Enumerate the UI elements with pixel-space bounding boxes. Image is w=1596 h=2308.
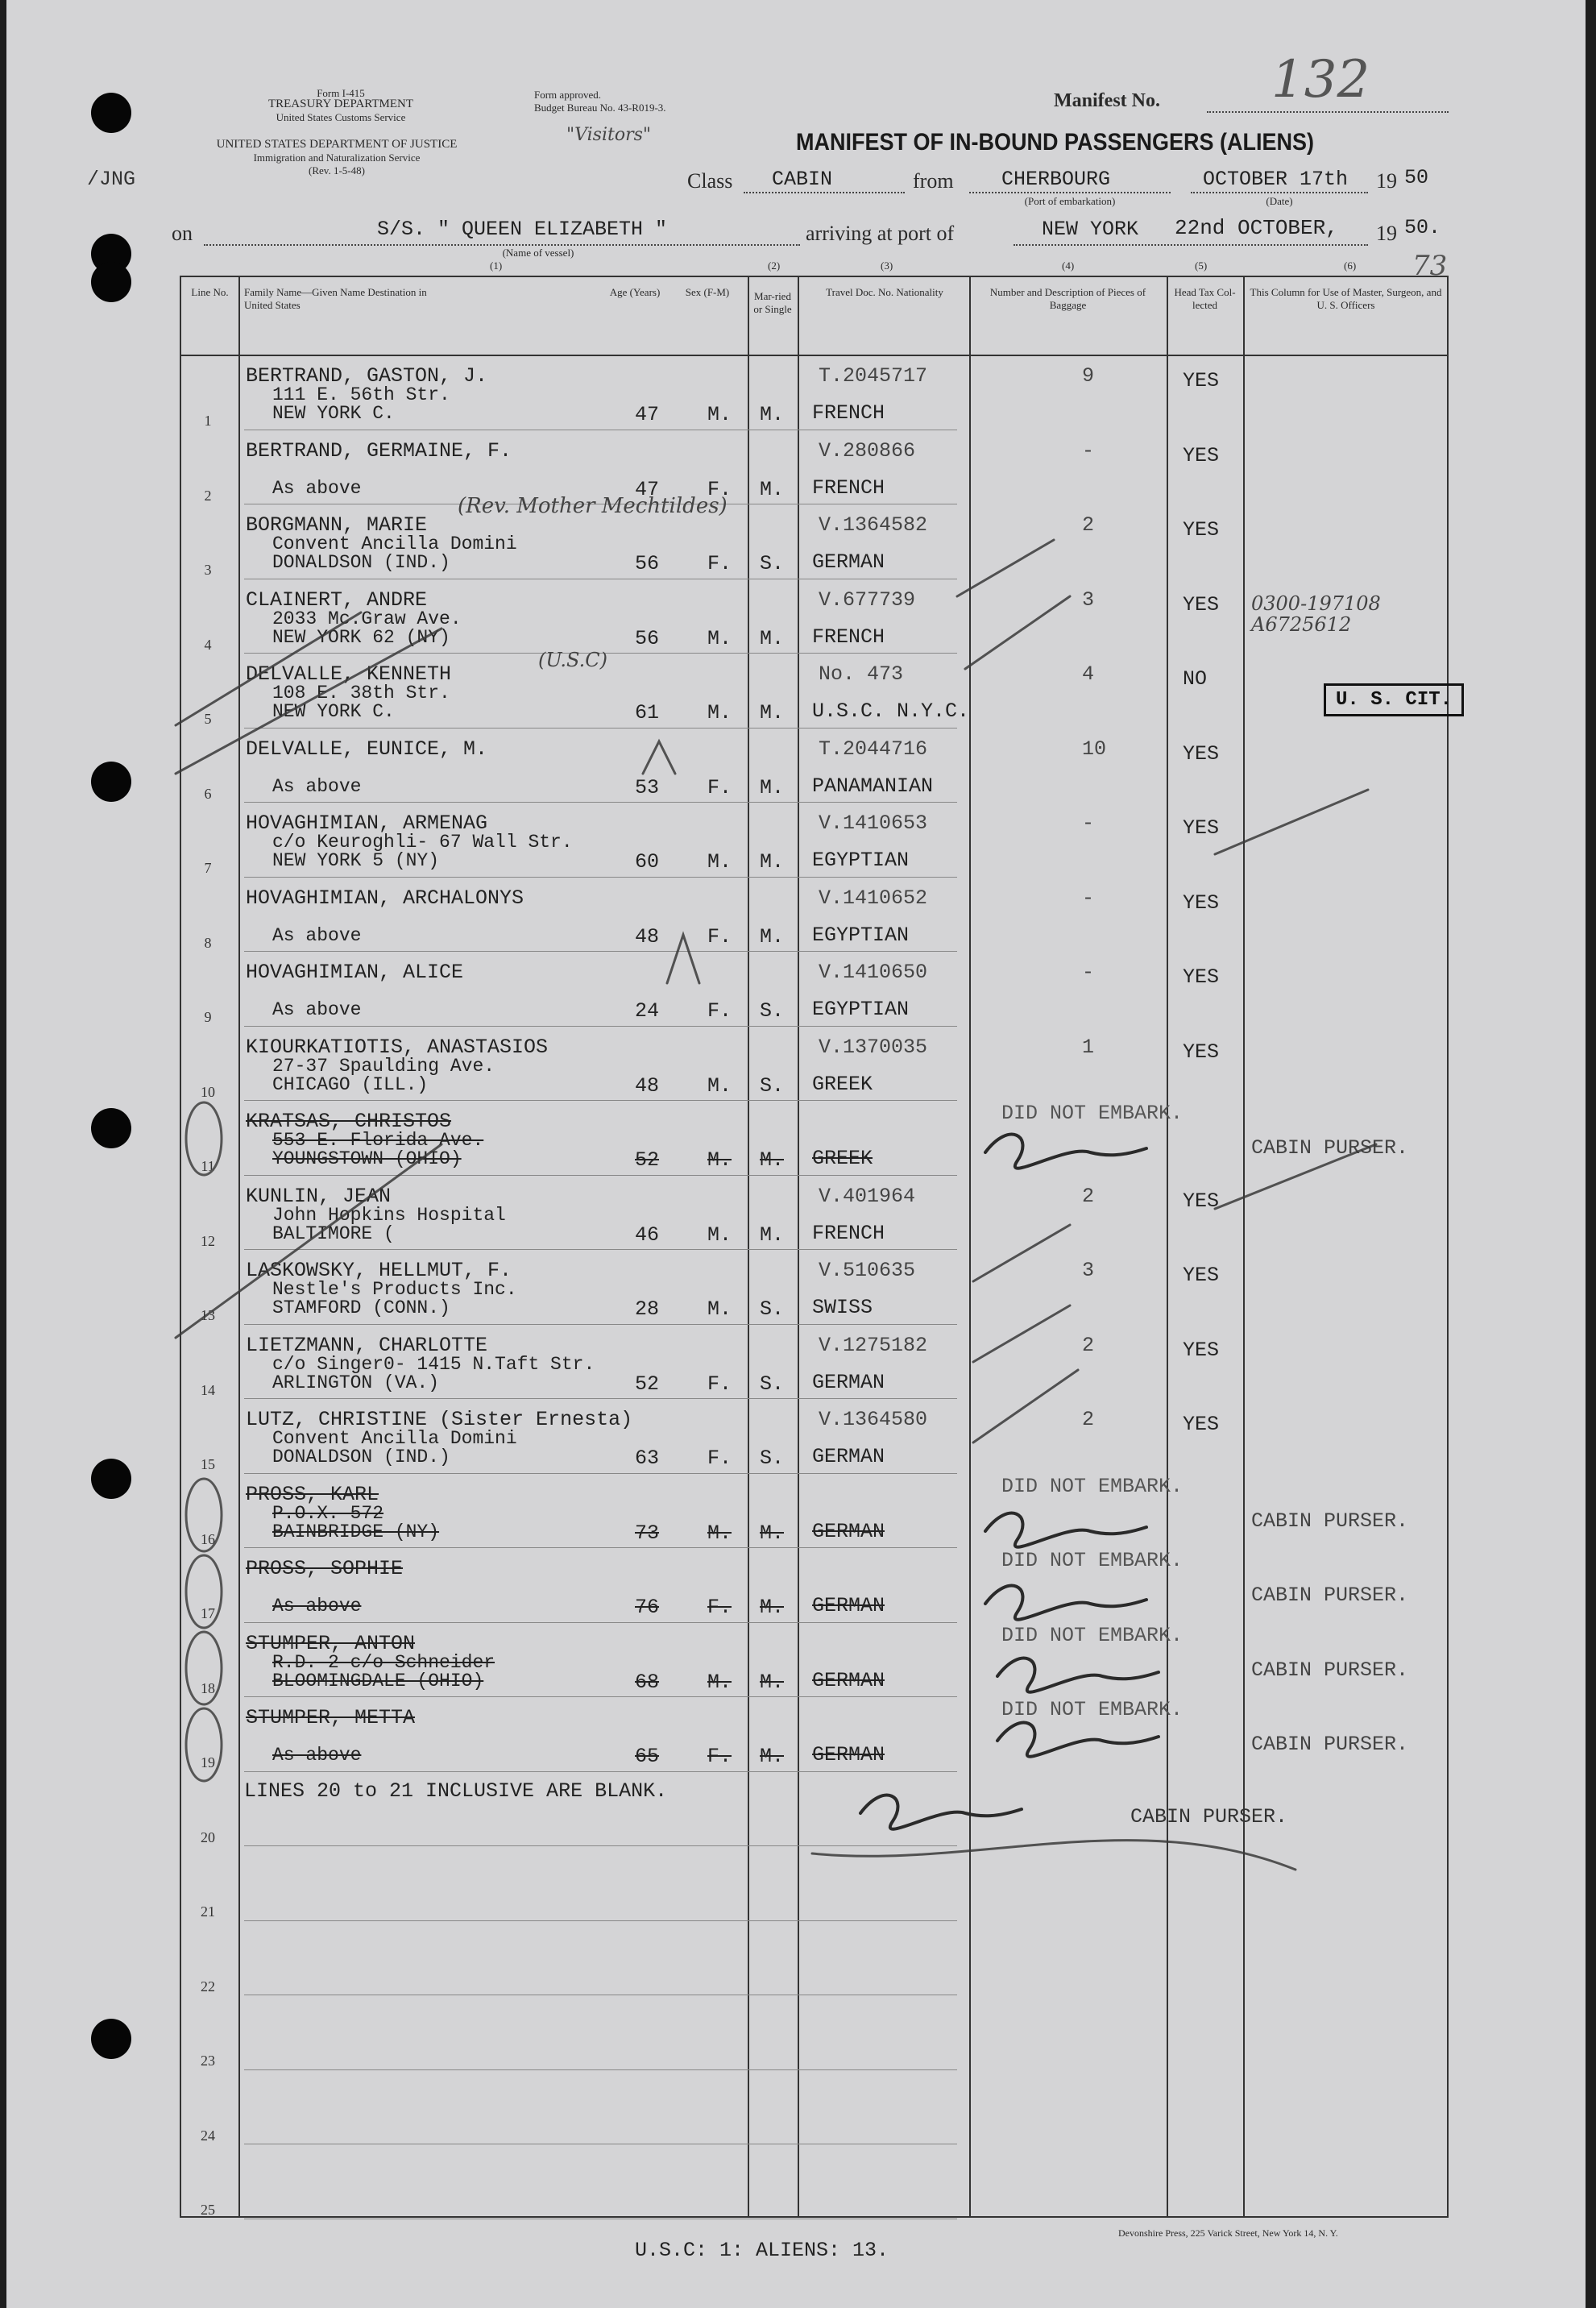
nationality: FRENCH bbox=[812, 1221, 885, 1245]
passenger-age: 56 bbox=[635, 552, 660, 575]
passenger-name: PROSS, SOPHIE bbox=[246, 1557, 404, 1580]
passenger-address: 111 E. 56th Str. bbox=[272, 384, 450, 405]
passenger-name: BERTRAND, GERMAINE, F. bbox=[246, 438, 512, 463]
line-number: 2 bbox=[204, 487, 212, 504]
arriving-label: arriving at port of bbox=[806, 222, 955, 245]
passenger-age: 48 bbox=[635, 1073, 660, 1098]
baggage-count: 2 bbox=[1082, 1184, 1095, 1208]
nationality: FRENCH bbox=[812, 625, 885, 649]
passenger-sex: F. bbox=[707, 924, 732, 949]
passenger-marital: M. bbox=[760, 775, 785, 799]
baggage-count: 2 bbox=[1082, 1333, 1095, 1357]
baggage-count: - bbox=[1082, 961, 1095, 984]
passenger-name: KRATSAS, CHRISTOS bbox=[246, 1110, 452, 1133]
cabin-purser-label: CABIN PURSER. bbox=[1251, 1658, 1409, 1682]
final-purser-label: CABIN PURSER. bbox=[1130, 1805, 1288, 1829]
arrival-port: NEW YORK bbox=[1042, 218, 1139, 241]
purser-signature bbox=[985, 1513, 1146, 1547]
customs-label: United States Customs Service bbox=[276, 111, 406, 123]
passenger-destination: DONALDSON (IND.) bbox=[272, 1447, 450, 1467]
passenger-age: 46 bbox=[635, 1222, 660, 1247]
baggage-count: 1 bbox=[1082, 1035, 1095, 1059]
passenger-address: Convent Ancilla Domini bbox=[272, 1428, 517, 1449]
line-number: 7 bbox=[204, 860, 212, 876]
passenger-name: STUMPER, METTA bbox=[246, 1706, 416, 1729]
nationality: GERMAN bbox=[812, 1370, 885, 1394]
passenger-age: 48 bbox=[635, 924, 660, 949]
passenger-name: BORGMANN, MARIE bbox=[246, 513, 428, 537]
date-caption: (Date) bbox=[1266, 195, 1293, 207]
corner-number: 73 bbox=[1412, 250, 1448, 282]
col-header-married: Mar-ried or Single bbox=[753, 290, 792, 315]
vessel-caption: (Name of vessel) bbox=[502, 247, 574, 259]
nationality: GERMAN bbox=[812, 1594, 885, 1617]
passenger-sex: M. bbox=[707, 1222, 732, 1247]
year-suffix: 50 bbox=[1404, 166, 1429, 189]
passenger-marital: M. bbox=[760, 1596, 785, 1619]
col-header-doc: Travel Doc. No. Nationality bbox=[826, 286, 943, 298]
travel-doc-number: V.1275182 bbox=[819, 1333, 928, 1357]
line-number: 11 bbox=[201, 1158, 215, 1174]
passenger-sex: M. bbox=[707, 626, 732, 650]
col-num-6: (6) bbox=[1344, 259, 1357, 272]
head-tax: NO bbox=[1183, 667, 1208, 691]
cabin-purser-label: CABIN PURSER. bbox=[1251, 1584, 1409, 1607]
passenger-address: 108 E. 38th Str. bbox=[272, 683, 450, 704]
passenger-age: 60 bbox=[635, 850, 660, 874]
line-number: 16 bbox=[201, 1530, 215, 1547]
us-cit-stamp: U. S. CIT. bbox=[1324, 683, 1464, 716]
did-not-embark-note: DID NOT EMBARK. bbox=[1001, 1698, 1184, 1721]
passenger-age: 76 bbox=[635, 1596, 660, 1619]
printer-imprint: Devonshire Press, 225 Varick Street, New York 14, N. Y. bbox=[1118, 2227, 1338, 2239]
baggage-count: 2 bbox=[1082, 513, 1095, 537]
passenger-destination: As above bbox=[272, 924, 362, 946]
head-tax: YES bbox=[1183, 369, 1220, 392]
head-tax: YES bbox=[1183, 1338, 1220, 1362]
head-tax: YES bbox=[1183, 518, 1220, 542]
jng-mark: /JNG bbox=[87, 168, 136, 191]
baggage-count: 3 bbox=[1082, 587, 1095, 612]
passenger-destination: NEW YORK C. bbox=[272, 701, 395, 722]
manifest-number: 132 bbox=[1271, 50, 1370, 110]
passenger-sex: F. bbox=[707, 1372, 732, 1396]
passenger-address: 2033 Mc.Graw Ave. bbox=[272, 608, 462, 629]
baggage-count: 4 bbox=[1082, 662, 1095, 686]
passenger-marital: M. bbox=[760, 701, 785, 724]
manifest-sheet bbox=[6, 0, 1586, 2308]
passenger-age: 73 bbox=[635, 1521, 660, 1545]
totals-line: U.S.C: 1: ALIENS: 13. bbox=[635, 2239, 889, 2262]
nationality: EGYPTIAN bbox=[812, 998, 910, 1021]
nationality: FRENCH bbox=[812, 475, 885, 500]
travel-doc-number: V.1410650 bbox=[819, 961, 928, 984]
justice-label: UNITED STATES DEPARTMENT OF JUSTICE bbox=[216, 138, 458, 151]
travel-doc-number: T.2045717 bbox=[819, 364, 928, 388]
vessel-name: S/S. " QUEEN ELIZABETH " bbox=[377, 218, 668, 241]
travel-doc-number: V.280866 bbox=[819, 438, 916, 463]
passenger-destination: NEW YORK 5 (NY) bbox=[272, 850, 440, 871]
passenger-address: Convent Ancilla Domini bbox=[272, 533, 517, 554]
passenger-destination: As above bbox=[272, 999, 362, 1020]
form-number: Form I-415 bbox=[317, 87, 365, 99]
line-number: 5 bbox=[204, 711, 212, 727]
travel-doc-number: V.1410652 bbox=[819, 886, 928, 910]
officer-note: 0300-197108 A6725612 bbox=[1251, 592, 1381, 636]
page-title: MANIFEST OF IN-BOUND PASSENGERS (ALIENS) bbox=[796, 129, 1315, 156]
passenger-age: 52 bbox=[635, 1372, 660, 1396]
did-not-embark-note: DID NOT EMBARK. bbox=[1001, 1623, 1184, 1647]
nationality: SWISS bbox=[812, 1296, 873, 1319]
nationality: EGYPTIAN bbox=[812, 849, 910, 872]
head-tax: YES bbox=[1183, 1413, 1220, 1436]
nationality: U.S.C. N.Y.C. bbox=[812, 699, 970, 723]
head-tax: YES bbox=[1183, 1264, 1220, 1287]
passenger-name: LASKOWSKY, HELLMUT, F. bbox=[246, 1259, 512, 1282]
arrival-year-prefix: 19 bbox=[1376, 222, 1397, 245]
travel-doc-number: No. 473 bbox=[819, 662, 904, 686]
passenger-sex: F. bbox=[707, 1447, 732, 1470]
col-header-line: Line No. bbox=[191, 286, 229, 298]
arrival-year-suffix: 50. bbox=[1404, 216, 1441, 239]
passenger-name: BERTRAND, GASTON, J. bbox=[246, 364, 488, 388]
head-tax: YES bbox=[1183, 592, 1220, 616]
passenger-name: LUTZ, CHRISTINE (Sister Ernesta) bbox=[246, 1408, 633, 1431]
passenger-name: LIETZMANN, CHARLOTTE bbox=[246, 1333, 488, 1357]
arrival-date: 22nd OCTOBER, bbox=[1175, 216, 1338, 240]
travel-doc-number: V.1364580 bbox=[819, 1408, 928, 1431]
line-number: 14 bbox=[201, 1381, 215, 1398]
passenger-name: HOVAGHIMIAN, ARMENAG bbox=[246, 812, 488, 835]
passenger-age: 68 bbox=[635, 1670, 660, 1694]
head-tax: YES bbox=[1183, 890, 1220, 915]
nationality: EGYPTIAN bbox=[812, 923, 910, 947]
passenger-name: KIOURKATIOTIS, ANASTASIOS bbox=[246, 1035, 549, 1059]
passenger-destination: As above bbox=[272, 1596, 362, 1617]
visitors-note: "Visitors" bbox=[566, 125, 651, 145]
travel-doc-number: T.2044716 bbox=[819, 737, 928, 761]
passenger-marital: M. bbox=[760, 1745, 785, 1768]
nationality: GERMAN bbox=[812, 1445, 885, 1468]
line-number: 9 bbox=[204, 1009, 212, 1025]
year-prefix: 19 bbox=[1376, 169, 1397, 193]
line-number: 4 bbox=[204, 636, 212, 653]
passenger-name: KUNLIN, JEAN bbox=[246, 1184, 392, 1208]
passenger-age: 28 bbox=[635, 1297, 660, 1321]
class-value: CABIN bbox=[772, 168, 833, 191]
blank-lines-note: LINES 20 to 21 INCLUSIVE ARE BLANK. bbox=[244, 1779, 668, 1803]
passenger-sex: M. bbox=[707, 701, 732, 724]
passenger-address: c/o Singer0- 1415 N.Taft Str. bbox=[272, 1353, 595, 1375]
travel-doc-number: V.677739 bbox=[819, 587, 916, 612]
travel-doc-number: V.510635 bbox=[819, 1259, 916, 1282]
passenger-age: 63 bbox=[635, 1447, 660, 1470]
passenger-destination: NEW YORK 62 (NY) bbox=[272, 626, 450, 648]
line-number: 18 bbox=[201, 1679, 215, 1696]
passenger-destination: ARLINGTON (VA.) bbox=[272, 1372, 440, 1393]
citizen-note: (U.S.C) bbox=[538, 649, 607, 671]
from-label: from bbox=[913, 169, 954, 193]
passenger-marital: M. bbox=[760, 1670, 785, 1694]
passenger-age: 47 bbox=[635, 477, 660, 501]
passenger-name: CLAINERT, ANDRE bbox=[246, 587, 428, 612]
travel-doc-number: V.1364582 bbox=[819, 513, 928, 537]
line-number: 1 bbox=[204, 413, 212, 429]
manifest-no-label: Manifest No. bbox=[1054, 90, 1160, 111]
passenger-marital: M. bbox=[760, 626, 785, 650]
passenger-marital: S. bbox=[760, 552, 785, 575]
head-tax: YES bbox=[1183, 741, 1220, 766]
passenger-destination: As above bbox=[272, 1745, 362, 1766]
passenger-sex: F. bbox=[707, 477, 732, 501]
nationality: GERMAN bbox=[812, 1743, 885, 1766]
passenger-address: John Hopkins Hospital bbox=[272, 1204, 506, 1226]
passenger-marital: M. bbox=[760, 477, 785, 501]
passenger-sex: M. bbox=[707, 1670, 732, 1694]
cabin-purser-label: CABIN PURSER. bbox=[1251, 1509, 1409, 1533]
passenger-age: 56 bbox=[635, 626, 660, 650]
cabin-purser-label: CABIN PURSER. bbox=[1251, 1136, 1409, 1160]
line-number: 19 bbox=[201, 1754, 215, 1770]
class-label: Class bbox=[687, 169, 733, 193]
col-num-1: (1) bbox=[490, 259, 503, 272]
travel-doc-number: V.1410653 bbox=[819, 812, 928, 835]
nationality: FRENCH bbox=[812, 401, 885, 425]
passenger-sex: M. bbox=[707, 1521, 732, 1545]
head-tax: YES bbox=[1183, 816, 1220, 840]
blank-line-number: 24 bbox=[201, 2127, 215, 2144]
passenger-address: c/o Keuroghli- 67 Wall Str. bbox=[272, 832, 573, 853]
head-tax: YES bbox=[1183, 1189, 1220, 1213]
travel-doc-number: V.1370035 bbox=[819, 1035, 928, 1059]
did-not-embark-note: DID NOT EMBARK. bbox=[1001, 1102, 1184, 1125]
col-num-3: (3) bbox=[881, 259, 893, 272]
passenger-marital: M. bbox=[760, 1148, 785, 1172]
on-label: on bbox=[172, 222, 193, 245]
budget-label: Budget Bureau No. 43-R019-3. bbox=[534, 102, 666, 114]
passenger-name: HOVAGHIMIAN, ARCHALONYS bbox=[246, 886, 524, 910]
passenger-sex: F. bbox=[707, 1745, 732, 1768]
col-header-age: Age (Years) bbox=[609, 286, 661, 298]
nationality: PANAMANIAN bbox=[812, 774, 934, 798]
passenger-marital: S. bbox=[760, 999, 785, 1023]
col-num-4: (4) bbox=[1062, 259, 1075, 272]
nationality: GERMAN bbox=[812, 1519, 885, 1543]
passenger-destination: YOUNGSTOWN (OHIO) bbox=[272, 1148, 462, 1169]
passenger-age: 53 bbox=[635, 775, 660, 799]
col-header-name: Family Name—Given Name Destination in United States bbox=[244, 286, 427, 311]
passenger-sex: M. bbox=[707, 1148, 732, 1172]
col-num-5: (5) bbox=[1195, 259, 1208, 272]
passenger-sex: M. bbox=[707, 1073, 732, 1098]
baggage-count: - bbox=[1082, 812, 1095, 835]
passenger-marital: M. bbox=[760, 1521, 785, 1545]
passenger-age: 61 bbox=[635, 701, 660, 724]
passenger-destination: BAINBRIDGE (NY) bbox=[272, 1521, 440, 1542]
passenger-marital: M. bbox=[760, 850, 785, 874]
baggage-count: - bbox=[1082, 438, 1095, 463]
passenger-destination: STAMFORD (CONN.) bbox=[272, 1297, 450, 1318]
passenger-address: P.O.X. 572 bbox=[272, 1502, 384, 1524]
from-value: CHERBOURG bbox=[1001, 168, 1111, 191]
head-tax: YES bbox=[1183, 1040, 1220, 1064]
passenger-destination: As above bbox=[272, 477, 362, 499]
passenger-marital: S. bbox=[760, 1372, 785, 1396]
passenger-sex: M. bbox=[707, 1297, 732, 1321]
blank-line-number: 22 bbox=[201, 1978, 215, 1995]
did-not-embark-note: DID NOT EMBARK. bbox=[1001, 1474, 1184, 1498]
nationality: GREEK bbox=[812, 1072, 873, 1096]
passenger-sex: M. bbox=[707, 403, 732, 426]
passenger-name: HOVAGHIMIAN, ALICE bbox=[246, 961, 464, 984]
blank-line-number: 25 bbox=[201, 2202, 215, 2218]
passenger-destination: As above bbox=[272, 775, 362, 797]
passenger-marital: S. bbox=[760, 1297, 785, 1321]
baggage-count: 2 bbox=[1082, 1408, 1095, 1431]
travel-doc-number: V.401964 bbox=[819, 1184, 916, 1208]
line-number: 17 bbox=[201, 1605, 215, 1621]
passenger-marital: M. bbox=[760, 924, 785, 949]
passenger-address: 27-37 Spaulding Ave. bbox=[272, 1055, 495, 1077]
nationality: GREEK bbox=[812, 1147, 873, 1170]
passenger-sex: F. bbox=[707, 1596, 732, 1619]
passenger-marital: S. bbox=[760, 1073, 785, 1098]
passenger-age: 47 bbox=[635, 403, 660, 426]
line-number: 13 bbox=[201, 1307, 215, 1323]
head-tax: YES bbox=[1183, 965, 1220, 989]
passenger-marital: S. bbox=[760, 1447, 785, 1470]
passenger-marital: M. bbox=[760, 1222, 785, 1247]
passenger-destination: NEW YORK C. bbox=[272, 403, 395, 424]
passenger-sex: F. bbox=[707, 775, 732, 799]
passenger-name: PROSS, KARL bbox=[246, 1482, 379, 1506]
col-header-tax: Head Tax Col-lected bbox=[1174, 286, 1236, 311]
col-header-baggage: Number and Description of Pieces of Baggage bbox=[989, 286, 1146, 311]
handwriting-overlay bbox=[6, 0, 1586, 2308]
blank-line-number: 20 bbox=[201, 1829, 215, 1845]
line-number: 3 bbox=[204, 562, 212, 578]
treasury-label: TREASURY DEPARTMENT bbox=[267, 98, 414, 110]
passenger-destination: BALTIMORE ( bbox=[272, 1222, 395, 1244]
passenger-address: R.D. 2 c/o Schneider bbox=[272, 1651, 495, 1673]
blank-line-number: 23 bbox=[201, 2053, 215, 2069]
passenger-name: DELVALLE, EUNICE, M. bbox=[246, 737, 488, 761]
baggage-count: 10 bbox=[1082, 737, 1107, 761]
passenger-age: 24 bbox=[635, 999, 660, 1023]
did-not-embark-note: DID NOT EMBARK. bbox=[1001, 1549, 1184, 1572]
passenger-address: 553 E. Florida Ave. bbox=[272, 1130, 484, 1151]
col-header-sex: Sex (F-M) bbox=[685, 286, 730, 298]
passenger-age: 65 bbox=[635, 1745, 660, 1768]
passenger-destination: CHICAGO (ILL.) bbox=[272, 1073, 429, 1095]
line-number: 6 bbox=[204, 785, 212, 802]
passenger-sex: M. bbox=[707, 850, 732, 874]
port-caption: (Port of embarkation) bbox=[1024, 195, 1116, 207]
baggage-count: 9 bbox=[1082, 364, 1095, 388]
passenger-destination: BLOOMINGDALE (OHIO) bbox=[272, 1670, 484, 1692]
passenger-marital: M. bbox=[760, 403, 785, 426]
religious-name-note: (Rev. Mother Mechtildes) bbox=[458, 494, 728, 518]
nationality: GERMAN bbox=[812, 1668, 885, 1692]
nationality: GERMAN bbox=[812, 550, 885, 574]
rev-label: (Rev. 1-5-48) bbox=[309, 164, 365, 176]
passenger-name: DELVALLE, KENNETH bbox=[246, 662, 452, 686]
passenger-sex: F. bbox=[707, 999, 732, 1023]
purser-signature bbox=[985, 1135, 1146, 1169]
head-tax: YES bbox=[1183, 443, 1220, 467]
passenger-age: 52 bbox=[635, 1148, 660, 1172]
line-number: 12 bbox=[201, 1232, 215, 1249]
purser-signature bbox=[860, 1795, 1022, 1829]
purser-signature bbox=[985, 1586, 1146, 1620]
line-number: 10 bbox=[201, 1083, 215, 1100]
baggage-count: 3 bbox=[1082, 1259, 1095, 1282]
cabin-purser-label: CABIN PURSER. bbox=[1251, 1733, 1409, 1756]
blank-line-number: 21 bbox=[201, 1903, 215, 1920]
passenger-address: Nestle's Products Inc. bbox=[272, 1279, 517, 1300]
line-number: 8 bbox=[204, 934, 212, 951]
purser-signature bbox=[997, 1658, 1159, 1692]
line-number: 15 bbox=[201, 1456, 215, 1472]
date-value: OCTOBER 17th bbox=[1203, 168, 1349, 191]
passenger-destination: DONALDSON (IND.) bbox=[272, 552, 450, 573]
passenger-sex: F. bbox=[707, 552, 732, 575]
approval-label: Form approved. bbox=[534, 89, 602, 101]
purser-signature bbox=[997, 1723, 1159, 1757]
ins-label: Immigration and Naturalization Service bbox=[253, 152, 421, 164]
baggage-count: - bbox=[1082, 886, 1095, 910]
passenger-name: STUMPER, ANTON bbox=[246, 1631, 416, 1655]
col-header-officers: This Column for Use of Master, Surgeon, and U. S. Officers bbox=[1250, 286, 1442, 311]
col-num-2: (2) bbox=[768, 259, 781, 272]
